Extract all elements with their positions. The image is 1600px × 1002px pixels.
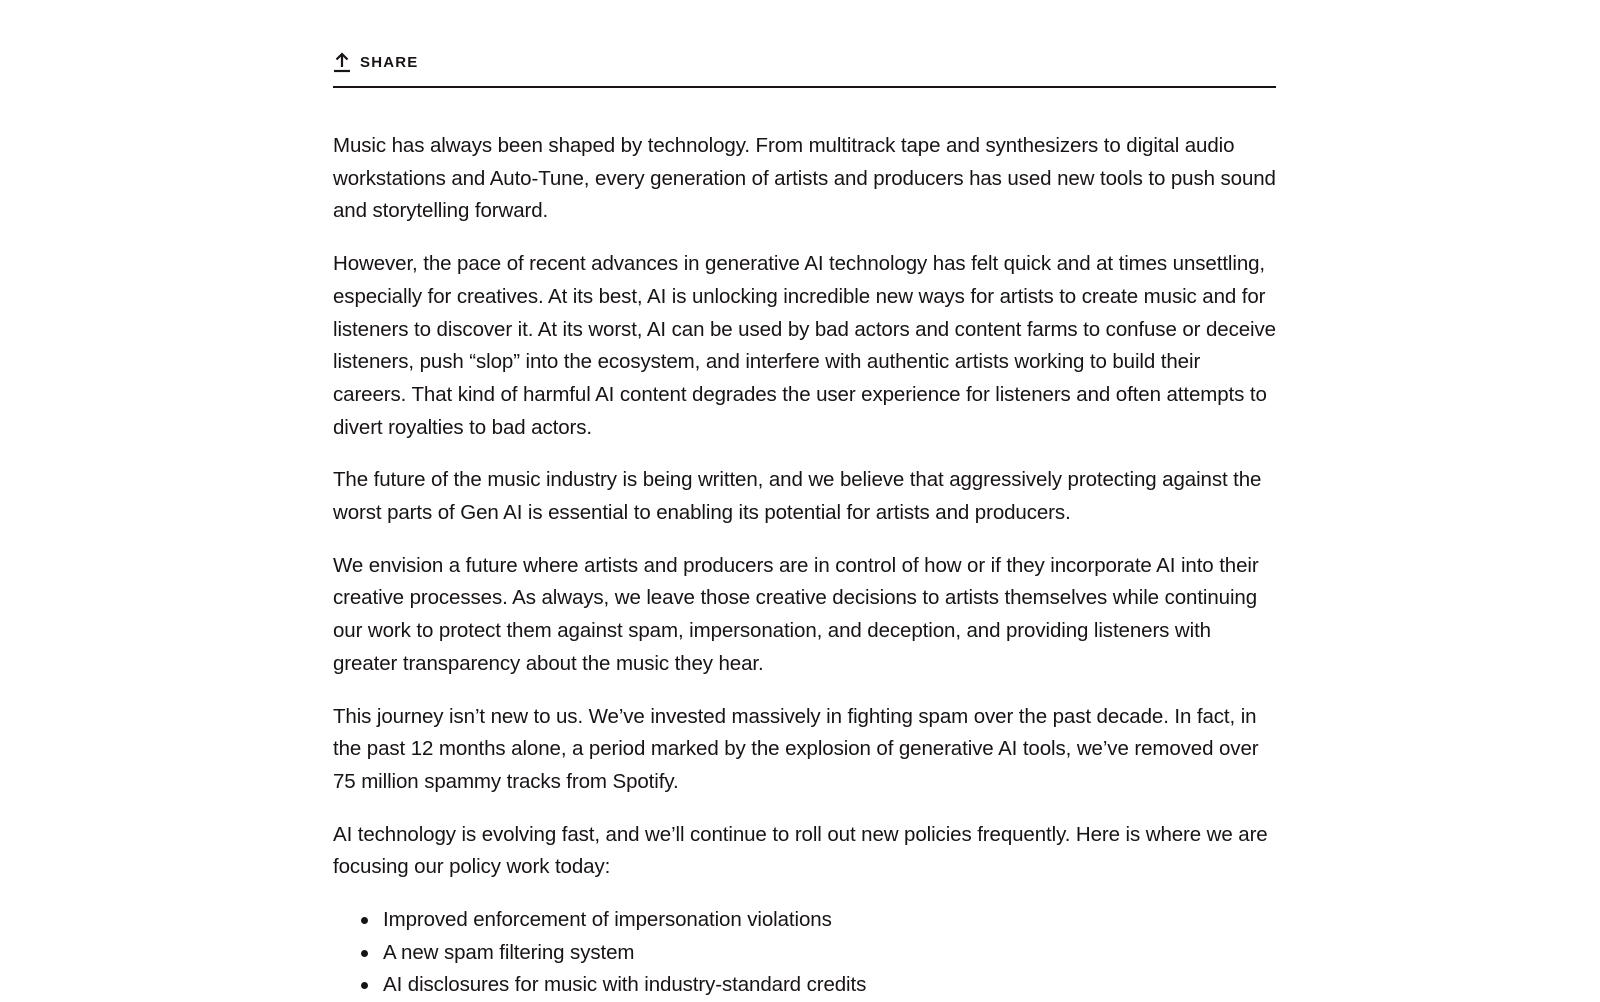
list-item: Improved enforcement of impersonation violations [383,904,1276,937]
list-item: AI disclosures for music with industry-standard credits [383,969,1276,1002]
list-item: A new spam filtering system [383,937,1276,970]
share-bar [333,0,1276,88]
paragraph: Music has always been shaped by technology. From multitrack tape and synthesizers to digital audio workstations and Auto-Tune, every generation of artists and producers has used new tools to push sound and storytelling forward. [333,134,1276,223]
share-label: SHARE [360,53,419,71]
paragraph: AI technology is evolving fast, and we’ll continue to roll out new policies frequently. Here is where we are focusing our policy work today: [333,822,1268,879]
paragraph: The future of the music industry is being written, and we believe that aggressively protecting against the worst parts of Gen AI is essential to enabling its potential for artists and producers. [333,468,1262,525]
policy-list [333,904,1276,1002]
paragraph: However, the pace of recent advances in generative AI technology has felt quick and at times unsettling, especially for creatives. At its best, AI is unlocking incredible new ways for artists to create music and for listeners to discover it. At its worst, AI can be used by bad actors and content farms to confuse or deceive listeners, push “slop” into the ecosystem, and interfere with authentic artists working to build their careers. That kind of harmful AI content degrades the user experience for listeners and often attempts to divert royalties to bad actors. [333,252,1276,439]
paragraph: We envision a future where artists and producers are in control of how or if they incorporate AI into their creative processes. As always, we leave those creative decisions to artists themselves while continuing our work to protect them against spam, impersonation, and deception, and providing listeners with greater transparency about the music they hear. [333,553,1259,675]
paragraph: This journey isn’t new to us. We’ve invested massively in fighting spam over the past decade. In fact, in the past 12 months alone, a period marked by the explosion of generative AI tools, we’ve removed over 75 million spammy tracks from Spotify. [333,704,1259,793]
share-button[interactable] [333,51,419,73]
article-body [333,88,1276,1002]
article [333,0,1276,1002]
share-up-arrow-icon [333,51,351,73]
